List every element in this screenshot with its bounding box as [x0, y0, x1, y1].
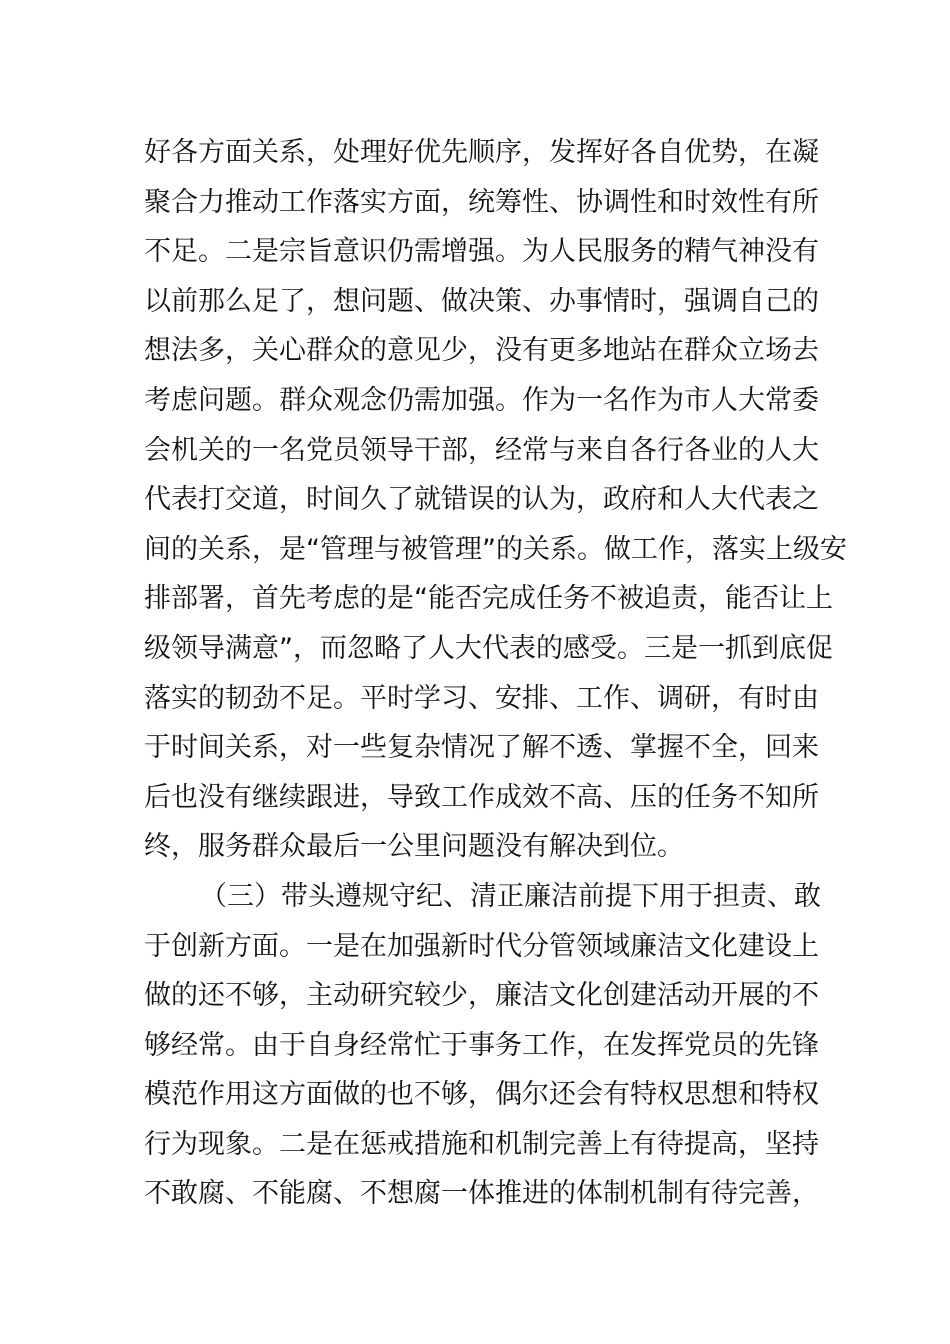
- text-line: 级领导满意”，而忽略了人大代表的感受。三是一抓到底促: [144, 632, 833, 664]
- text-line: 做的还不够，主动研究较少，廉洁文化创建活动开展的不: [144, 980, 819, 1012]
- text-line: 不足。二是宗旨意识仍需增强。为人民服务的精气神没有: [144, 236, 819, 268]
- text-line: 好各方面关系，处理好优先顺序，发挥好各自优势，在凝: [144, 137, 819, 168]
- text-line: 于创新方面。一是在加强新时代分管领域廉洁文化建设上: [144, 930, 819, 962]
- text-line: 代表打交道，时间久了就错误的认为，政府和人大代表之: [144, 484, 819, 516]
- text-line: 会机关的一名党员领导干部，经常与来自各行各业的人大: [144, 434, 819, 466]
- text-line: 考虑问题。群众观念仍需加强。作为一名作为市人大常委: [144, 384, 819, 416]
- paragraph-last-line: 终，服务群众最后一公里问题没有解决到位。: [144, 831, 684, 863]
- text-line: 想法多，关心群众的意见少，没有更多地站在群众立场去: [144, 335, 819, 367]
- text-line: 聚合力推动工作落实方面，统筹性、协调性和时效性有所: [144, 186, 819, 218]
- document-body: [144, 128, 847, 1219]
- text-line: 排部署，首先考虑的是“能否完成任务不被追责，能否让上: [144, 583, 833, 615]
- text-line: 以前那么足了，想问题、做决策、办事情时，强调自己的: [144, 285, 819, 317]
- text-line: 后也没有继续跟进，导致工作成效不高、压的任务不知所: [144, 781, 819, 813]
- text-line: 不敢腐、不能腐、不想腐一体推进的体制机制有待完善，: [144, 1178, 819, 1210]
- text-line: 于时间关系，对一些复杂情况了解不透、掌握不全，回来: [144, 732, 819, 764]
- section-heading-line: （三）带头遵规守纪、清正廉洁前提下用于担责、敢: [200, 880, 821, 912]
- text-line: 落实的韧劲不足。平时学习、安排、工作、调研，有时由: [144, 682, 819, 714]
- text-line: 行为现象。二是在惩戒措施和机制完善上有待提高，坚持: [144, 1128, 819, 1160]
- text-line: 够经常。由于自身经常忙于事务工作，在发挥党员的先锋: [144, 1029, 819, 1061]
- text-line: 模范作用这方面做的也不够，偶尔还会有特权思想和特权: [144, 1079, 819, 1111]
- text-line: 间的关系，是“管理与被管理”的关系。做工作，落实上级安: [144, 533, 847, 565]
